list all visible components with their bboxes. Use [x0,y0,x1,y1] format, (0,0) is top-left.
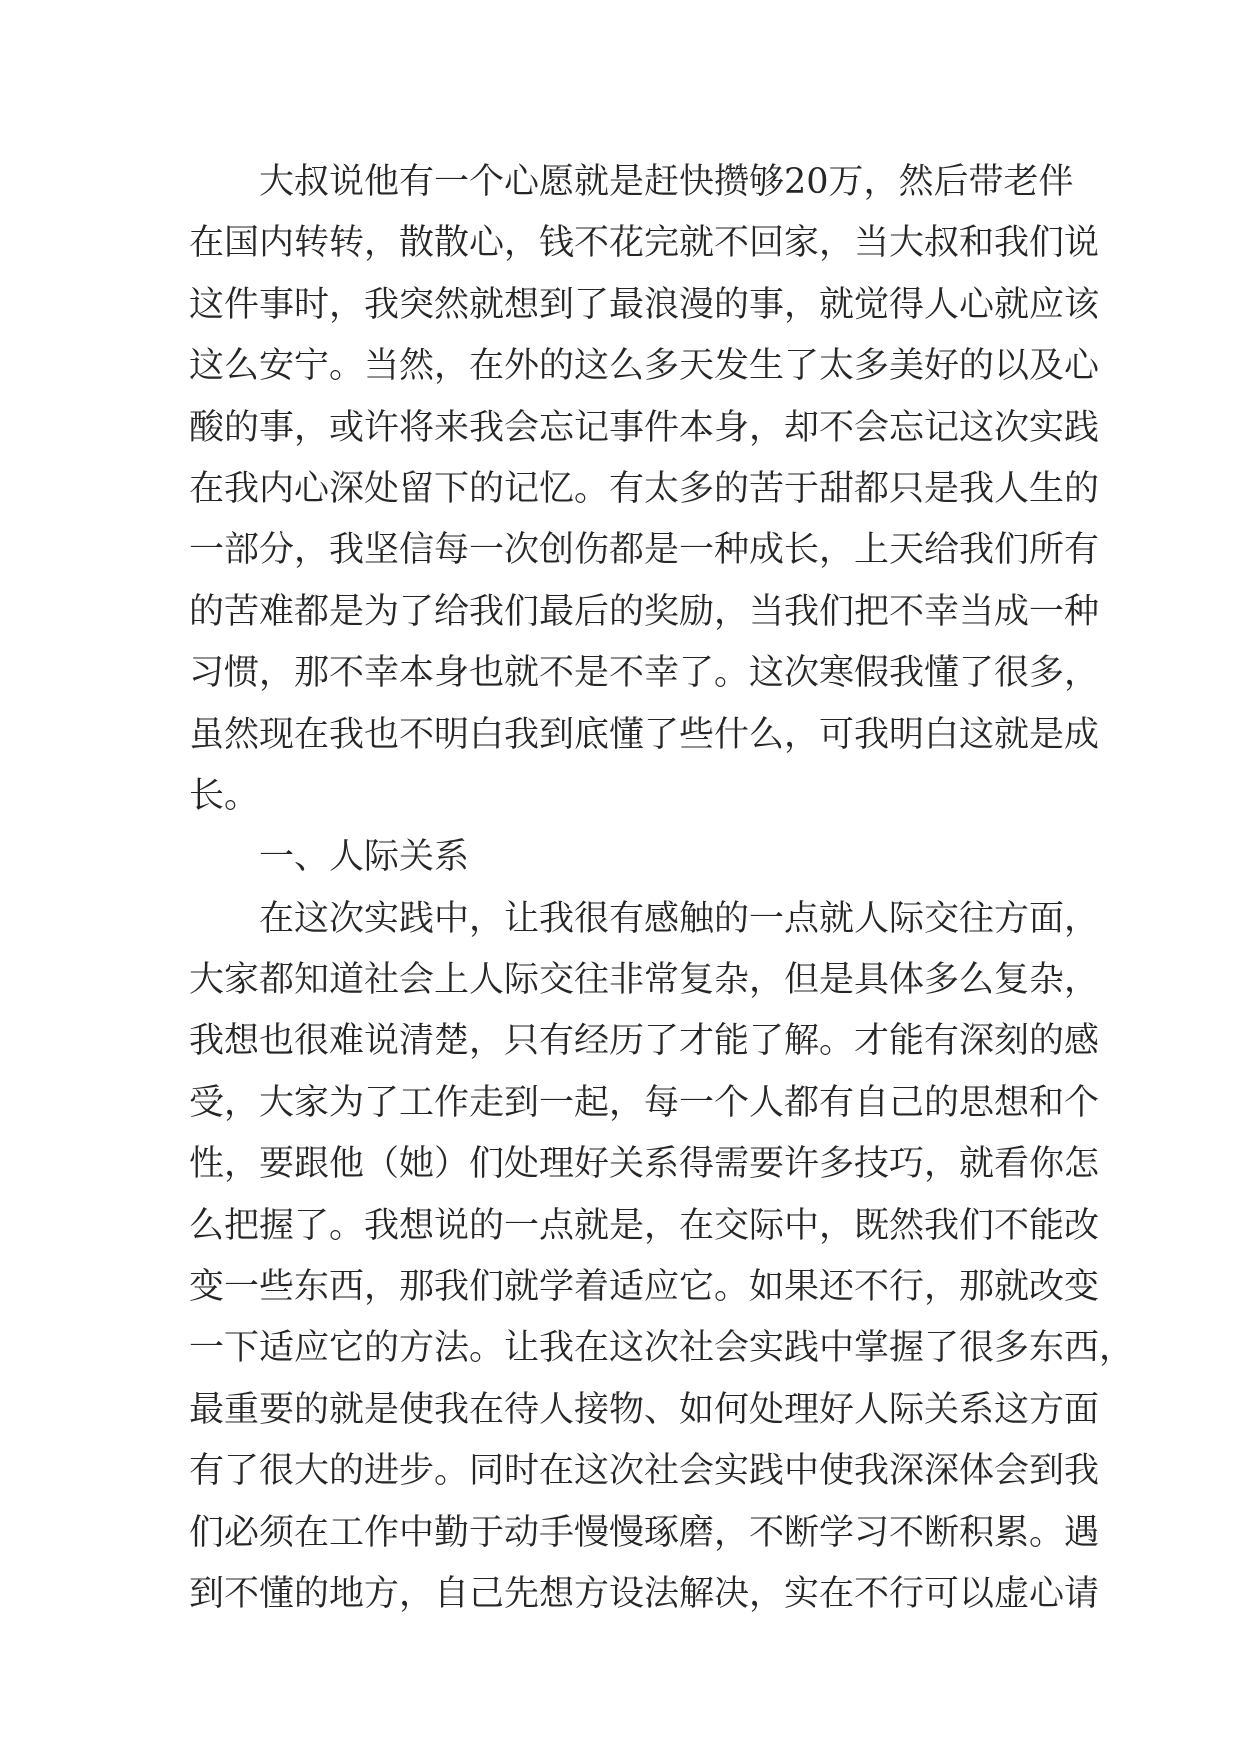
paragraph-line: 这件事时，我突然就想到了最浪漫的事，就觉得人心就应该 [189,284,1100,325]
paragraph-line: 们必须在工作中勤于动手慢慢琢磨，不断学习不断积累。遇 [189,1512,1100,1553]
paragraph-line: 到不懂的地方，自己先想方设法解决，实在不行可以虚心请 [189,1573,1100,1614]
paragraph-line: 受，大家为了工作走到一起，每一个人都有自己的思想和个 [189,1082,1100,1123]
paragraph-line: 一下适应它的方法。让我在这次社会实践中掌握了很多东西， [189,1328,1135,1369]
document-body [189,152,1135,1625]
paragraph-line: 大家都知道社会上人际交往非常复杂，但是具体多么复杂， [189,960,1100,1001]
paragraph-line: 最重要的就是使我在待人接物、如何处理好人际关系这方面 [189,1389,1100,1430]
paragraph-line: 的苦难都是为了给我们最后的奖励，当我们把不幸当成一种 [189,591,1100,632]
paragraph-line: 在国内转转，散散心，钱不花完就不回家，当大叔和我们说 [189,223,1100,264]
paragraph-line: 一部分，我坚信每一次创伤都是一种成长，上天给我们所有 [189,530,1100,571]
paragraph-line: 酸的事，或许将来我会忘记事件本身，却不会忘记这次实践 [189,407,1100,448]
paragraph-line: 大叔说他有一个心愿就是赶快攒够20万，然后带老伴 [259,162,1074,202]
paragraph-line: 长。 [189,775,260,816]
paragraph-line: 我想也很难说清楚，只有经历了才能了解。才能有深刻的感 [189,1021,1100,1062]
paragraph-line: 虽然现在我也不明白我到底懂了些什么，可我明白这就是成 [189,714,1100,755]
paragraph-line: 在这次实践中，让我很有感触的一点就人际交往方面， [259,898,1100,939]
paragraph-line: 在我内心深处留下的记忆。有太多的苦于甜都只是我人生的 [189,468,1100,509]
paragraph-line: 变一些东西，那我们就学着适应它。如果还不行，那就改变 [189,1267,1100,1308]
paragraph-line: 这么安宁。当然，在外的这么多天发生了太多美好的以及心 [189,346,1100,387]
paragraph-line: 习惯，那不幸本身也就不是不幸了。这次寒假我懂了很多， [189,653,1100,694]
paragraph-line: 有了很大的进步。同时在这次社会实践中使我深深体会到我 [189,1451,1100,1492]
section-heading: 一、人际关系 [259,837,470,878]
paragraph-line: 性，要跟他（她）们处理好关系得需要许多技巧，就看你怎 [189,1144,1100,1185]
paragraph-line: 么把握了。我想说的一点就是，在交际中，既然我们不能改 [189,1205,1100,1246]
